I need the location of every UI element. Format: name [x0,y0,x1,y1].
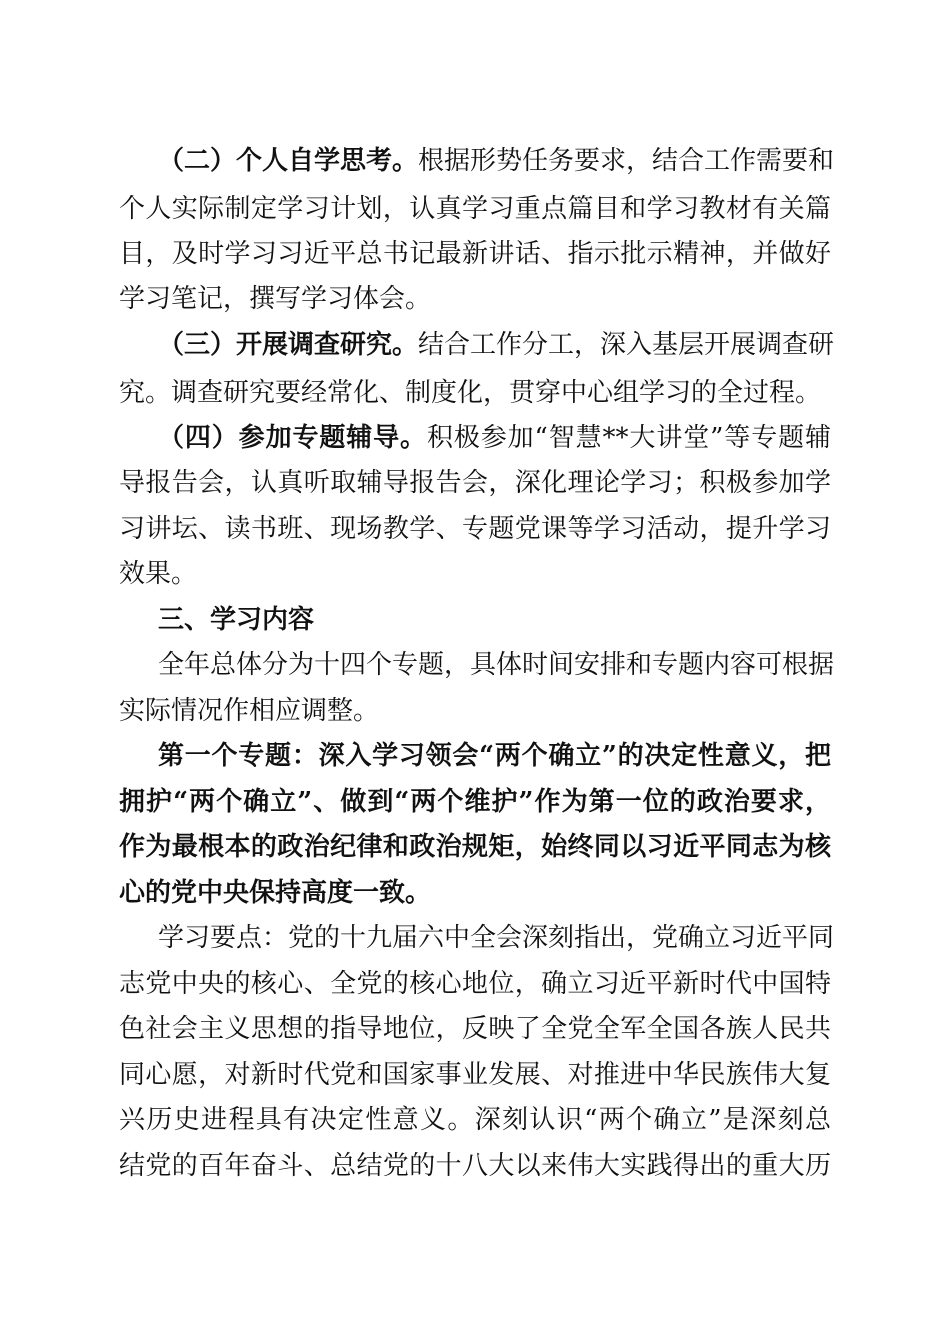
item2-line: 学习笔记，撰写学习体会。 [119,284,432,314]
item3-text: 结合工作分工，深入基层开展调查研 [418,330,835,360]
key-points-line: 色社会主义思想的指导地位，反映了全党全军全国各族人民共 [119,1014,831,1044]
key-points-line: 同心愿，对新时代党和国家事业发展、对推进中华民族伟大复 [119,1060,831,1090]
item2-line: 目，及时学习习近平总书记最新讲话、指示批示精神，并做好 [119,239,831,269]
item2-first-line [158,141,835,181]
item4-text: 积极参加“智慧**大讲堂”等专题辅 [426,423,831,453]
section3-intro-line: 实际情况作相应调整。 [119,696,380,726]
key-points-line: 学习要点：党的十九届六中全会深刻指出，党确立习近平同 [158,923,835,953]
section3-heading: 三、学习内容 [158,605,315,635]
key-points-line: 结党的百年奋斗、总结党的十八大以来伟大实践得出的重大历 [119,1151,831,1181]
item3-heading: （三）开展调查研究。 [158,330,419,360]
key-points-line: 志党中央的核心、全党的核心地位，确立习近平新时代中国特 [119,969,831,999]
topic1-line: 拥护“两个确立”、做到“两个维护”作为第一位的政治要求， [119,787,831,817]
item4-line: 效果。 [119,559,198,589]
item3-first-line [158,325,835,365]
item4-heading: （四）参加专题辅导。 [158,423,427,453]
topic1-line: 心的党中央保持高度一致。 [119,878,432,908]
item2-heading: （二）个人自学思考。 [158,146,419,176]
topic1-line: 第一个专题：深入学习领会“两个确立”的决定性意义，把 [158,741,831,771]
item2-text: 根据形势任务要求，结合工作需要和 [418,146,835,176]
section3-intro-line: 全年总体分为十四个专题，具体时间安排和专题内容可根据 [158,650,835,680]
item4-first-line [158,418,831,458]
topic1-line: 作为最根本的政治纪律和政治规矩，始终同以习近平同志为核 [119,832,831,862]
item2-line: 个人实际制定学习计划，认真学习重点篇目和学习教材有关篇 [119,194,831,224]
item4-line: 导报告会，认真听取辅导报告会，深化理论学习；积极参加学 [119,468,831,498]
item4-line: 习讲坛、读书班、现场教学、专题党课等学习活动，提升学习 [119,514,831,544]
item3-line: 究。调查研究要经常化、制度化，贯穿中心组学习的全过程。 [119,378,822,408]
key-points-line: 兴历史进程具有决定性意义。深刻认识“两个确立”是深刻总 [119,1105,831,1135]
